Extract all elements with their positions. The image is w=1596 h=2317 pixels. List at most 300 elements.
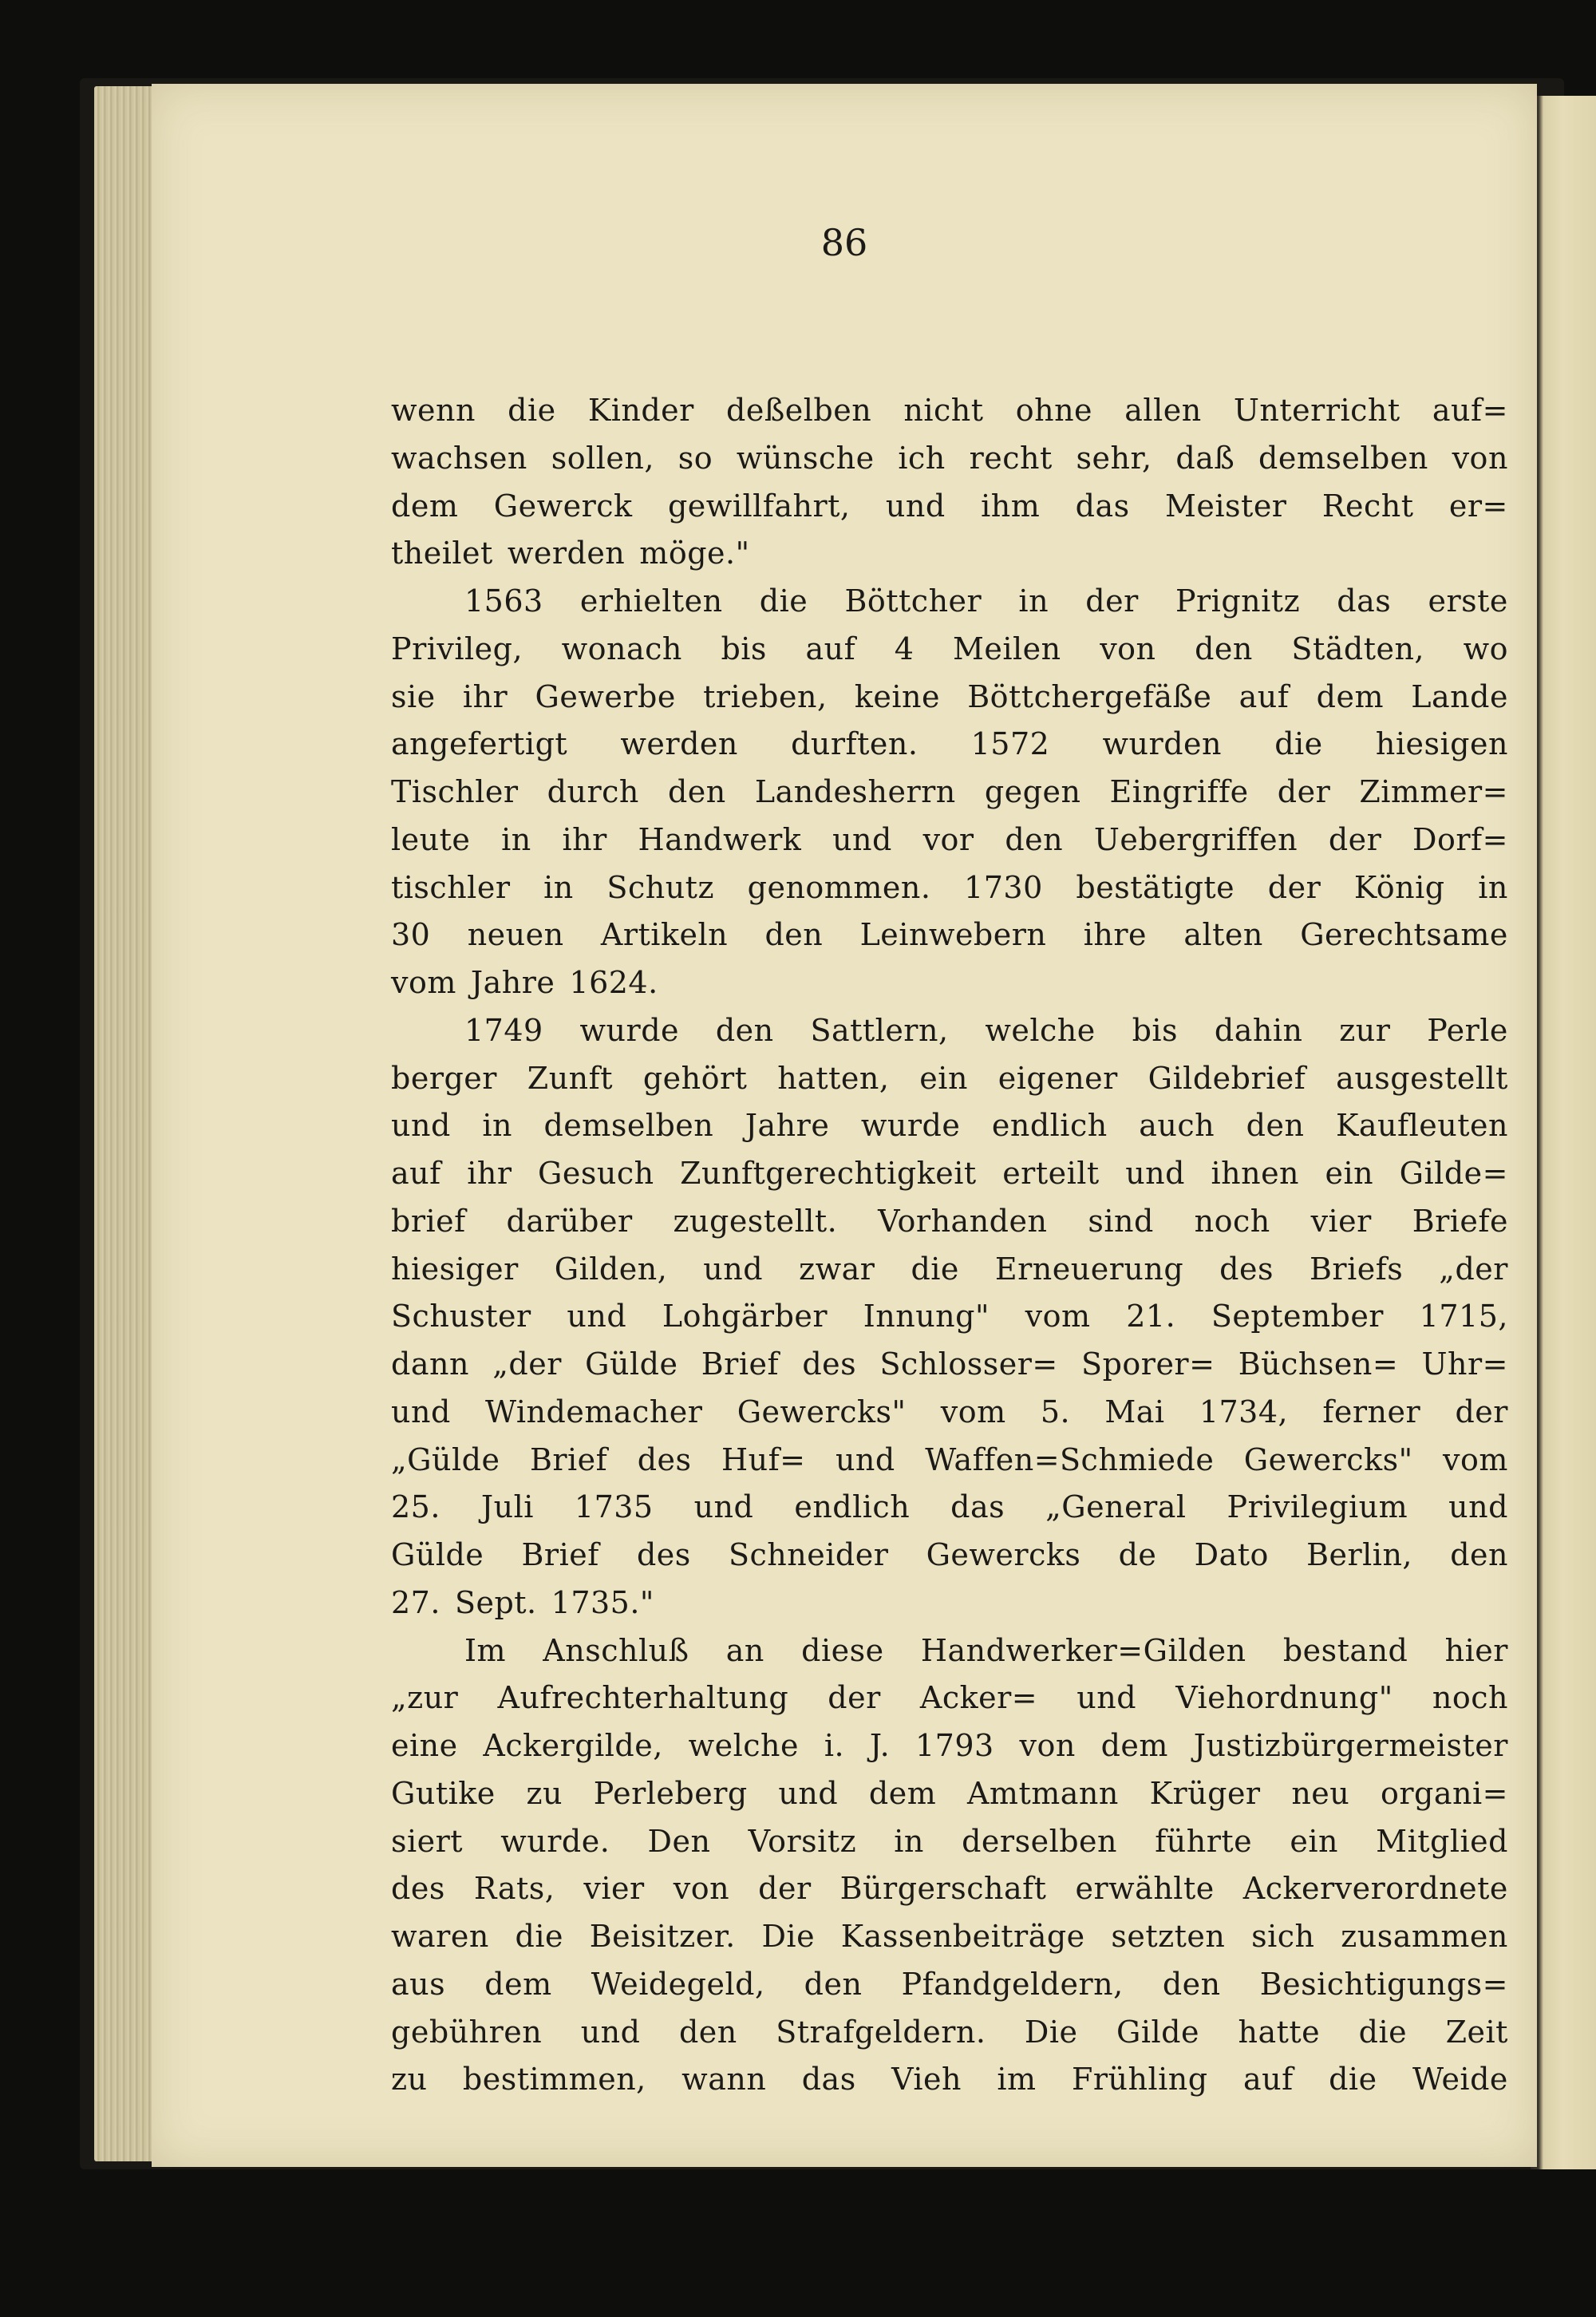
word: Gesuch <box>538 1156 654 1191</box>
word: Brief <box>701 1346 780 1382</box>
word: Gilde= <box>1399 1156 1508 1191</box>
word: Lohgärber <box>662 1299 828 1334</box>
word: durften. <box>791 726 918 762</box>
word: und <box>1077 1680 1137 1716</box>
word: demselben <box>543 1108 714 1144</box>
word: von <box>1100 631 1156 666</box>
word: in <box>1478 869 1508 905</box>
word: an <box>725 1632 764 1668</box>
word: Vieh <box>891 2062 962 2098</box>
text-line <box>391 2009 1508 2057</box>
word: ihm <box>981 488 1041 524</box>
word: organi= <box>1380 1775 1508 1811</box>
word: Kaufleuten <box>1336 1108 1508 1144</box>
word: Frühling <box>1072 2062 1208 2098</box>
word: Jahre <box>470 965 555 1000</box>
body-text <box>391 387 1508 2104</box>
word: auf <box>1238 678 1290 714</box>
text-line <box>391 530 1508 578</box>
word: sie <box>391 678 436 714</box>
word: Gülde <box>585 1346 678 1382</box>
word: ein <box>1325 1156 1374 1191</box>
word: Zunftgerechtigkeit <box>680 1156 977 1191</box>
word: sich <box>1251 1919 1315 1954</box>
word: erhielten <box>579 583 723 619</box>
text-line <box>391 1293 1508 1341</box>
word: dem <box>484 1966 552 2002</box>
text-line <box>391 1532 1508 1580</box>
word: Windemacher <box>485 1394 703 1429</box>
word: vom <box>940 1394 1006 1429</box>
word: Erneuerung <box>994 1251 1184 1287</box>
word: der <box>1328 821 1382 857</box>
text-line <box>391 578 1508 626</box>
text-line <box>391 816 1508 864</box>
word: die <box>1274 726 1323 762</box>
word: wünsche <box>736 440 875 476</box>
word: ohne <box>1015 393 1093 428</box>
word: Huf= <box>721 1441 806 1477</box>
word: in <box>1018 583 1049 619</box>
word: die <box>1329 2062 1377 2098</box>
text-line <box>391 864 1508 912</box>
word: 25. <box>391 1489 440 1525</box>
word: eine <box>391 1728 458 1763</box>
word: von <box>1019 1728 1076 1763</box>
word: auch <box>1139 1108 1215 1144</box>
word: darüber <box>506 1203 633 1239</box>
word: Gewercks" <box>737 1394 907 1429</box>
word: 4 <box>894 631 915 666</box>
word: keine <box>854 678 940 714</box>
word: Schuster <box>391 1299 531 1334</box>
text-line <box>391 1389 1508 1437</box>
word: er= <box>1448 488 1508 524</box>
word: Schneider <box>728 1537 889 1572</box>
word: den <box>678 2014 737 2050</box>
word: bestimmen, <box>462 2062 646 2098</box>
book-page <box>152 84 1537 2167</box>
word: leute <box>391 821 471 857</box>
word: 1624. <box>569 965 658 1000</box>
word: der <box>1277 774 1331 809</box>
word: zwar <box>799 1251 875 1287</box>
word: Handwerker=Gilden <box>920 1632 1246 1668</box>
word: und <box>1125 1156 1185 1191</box>
word: Briefe <box>1412 1203 1508 1239</box>
word: zu <box>391 2062 428 2098</box>
word: Leinwebern <box>859 917 1047 953</box>
word: Berlin, <box>1306 1537 1413 1572</box>
word: auf <box>805 631 856 666</box>
word: Prignitz <box>1175 583 1301 619</box>
word: Acker= <box>919 1680 1038 1716</box>
word: 1572 <box>970 726 1050 762</box>
word: und <box>693 1489 754 1525</box>
word: und <box>567 1299 627 1334</box>
word: Weidegeld, <box>591 1966 765 2002</box>
word: und <box>835 1441 895 1477</box>
word: gegen <box>984 774 1081 809</box>
word: nicht <box>903 393 984 428</box>
word: Den <box>647 1823 711 1859</box>
word: deßelben <box>726 393 872 428</box>
text-line <box>391 1674 1508 1722</box>
page-number: 86 <box>820 221 868 264</box>
word: dem <box>391 488 459 524</box>
word: Artikeln <box>600 917 729 953</box>
word: bestand <box>1282 1632 1408 1668</box>
text-line <box>391 1246 1508 1294</box>
word: berger <box>391 1060 497 1096</box>
word: eigener <box>998 1060 1118 1096</box>
word: Brief <box>521 1537 599 1572</box>
word: und <box>580 2014 641 2050</box>
text-line <box>391 1961 1508 2009</box>
word: erteilt <box>1002 1156 1100 1191</box>
word: sollen, <box>551 440 654 476</box>
word: derselben <box>962 1823 1118 1859</box>
word: ich <box>898 440 946 476</box>
word: Privilegium <box>1227 1489 1408 1525</box>
word: die <box>515 1919 563 1954</box>
word: zu <box>526 1775 563 1811</box>
word: 1735 <box>574 1489 654 1525</box>
word: Dato <box>1194 1537 1269 1572</box>
word: Juli <box>480 1489 534 1525</box>
word: das <box>801 2062 856 2098</box>
word: von <box>673 1871 730 1907</box>
text-line <box>391 1055 1508 1103</box>
word: König <box>1353 869 1445 905</box>
word: des <box>1219 1251 1274 1287</box>
word: 21. <box>1126 1299 1176 1334</box>
word: brief <box>391 1203 466 1239</box>
word: auf <box>1243 2062 1294 2098</box>
word: wo <box>1463 631 1508 666</box>
word: endlich <box>794 1489 911 1525</box>
word: demselben <box>1258 440 1428 476</box>
word: Gülde <box>391 1537 484 1572</box>
word: vom <box>1025 1299 1091 1334</box>
word: 27. <box>391 1584 440 1620</box>
word: werden <box>620 726 738 762</box>
word: wachsen <box>391 440 527 476</box>
word: Justizbürgermeister <box>1193 1728 1508 1763</box>
word: „zur <box>391 1680 459 1716</box>
text-line <box>391 1722 1508 1770</box>
word: Tischler <box>391 774 519 809</box>
word: Sattlern, <box>810 1012 949 1048</box>
word: Böttchergefäße <box>967 678 1212 714</box>
word: möge." <box>639 536 750 571</box>
word: hiesiger <box>391 1251 519 1287</box>
word: Unterricht <box>1233 393 1400 428</box>
word: ferner <box>1322 1394 1421 1429</box>
text-line <box>391 1007 1508 1055</box>
word: den <box>1005 821 1064 857</box>
word: alten <box>1183 917 1263 953</box>
word: Gilden, <box>554 1251 668 1287</box>
word: recht <box>969 440 1053 476</box>
text-line <box>391 674 1508 722</box>
word: 1749 <box>464 1012 543 1048</box>
word: Beisitzer. <box>589 1919 736 1954</box>
word: wonach <box>561 631 682 666</box>
word: Viehordnung" <box>1175 1680 1393 1716</box>
word: wann <box>681 2062 767 2098</box>
word: J. <box>869 1728 891 1763</box>
word: auf= <box>1432 393 1508 428</box>
word: de <box>1118 1537 1157 1572</box>
text-line <box>391 1770 1508 1818</box>
word: die <box>759 583 808 619</box>
word: Gewerck <box>493 488 633 524</box>
word: dem <box>868 1775 937 1811</box>
word: vier <box>583 1871 645 1907</box>
word: den <box>1450 1537 1508 1572</box>
word: Sept. <box>454 1584 537 1620</box>
word: werden <box>507 536 626 571</box>
word: Aufrechterhaltung <box>497 1680 789 1716</box>
text-line <box>391 1627 1508 1675</box>
word: genommen. <box>747 869 931 905</box>
text-line <box>391 1150 1508 1198</box>
word: setzten <box>1111 1919 1226 1954</box>
word: den <box>804 1966 863 2002</box>
word: Meister <box>1165 488 1287 524</box>
word: Uebergriffen <box>1093 821 1298 857</box>
word: „General <box>1045 1489 1187 1525</box>
word: Gilde <box>1116 2014 1199 2050</box>
word: den <box>667 774 726 809</box>
word: Gutike <box>391 1775 496 1811</box>
word: wurde <box>579 1012 680 1048</box>
word: des <box>802 1346 857 1382</box>
word: dann <box>391 1346 469 1382</box>
word: und <box>832 821 892 857</box>
word: September <box>1211 1299 1384 1334</box>
word: und <box>703 1251 764 1287</box>
text-line <box>391 1865 1508 1913</box>
word: Zimmer= <box>1359 774 1508 809</box>
word: durch <box>547 774 639 809</box>
word: hier <box>1444 1632 1508 1668</box>
word: der <box>828 1680 881 1716</box>
word: wurde. <box>500 1823 610 1859</box>
word: Im <box>464 1632 507 1668</box>
word: vier <box>1310 1203 1372 1239</box>
word: so <box>678 440 713 476</box>
word: in <box>482 1108 512 1144</box>
word: Zeit <box>1445 2014 1508 2050</box>
word: trieben, <box>703 678 828 714</box>
text-line <box>391 1102 1508 1150</box>
word: 1730 <box>964 869 1043 905</box>
word: Eingriffe <box>1109 774 1249 809</box>
word: Besichtigungs= <box>1259 1966 1508 2002</box>
word: 1793 <box>915 1728 994 1763</box>
word: Kassenbeiträge <box>840 1919 1085 1954</box>
word: bis <box>721 631 767 666</box>
word: dem <box>1316 678 1384 714</box>
word: des <box>636 1537 691 1572</box>
word: gebühren <box>391 2014 543 2050</box>
text-line <box>391 769 1508 816</box>
word: Gewercks" <box>1243 1441 1413 1477</box>
word: vom <box>391 965 456 1000</box>
word: sehr, <box>1076 440 1152 476</box>
word: Privileg, <box>391 631 523 666</box>
word: waren <box>391 1919 489 1954</box>
word: im <box>997 2062 1037 2098</box>
word: Handwerk <box>638 821 802 857</box>
word: welche <box>688 1728 800 1763</box>
word: 1715, <box>1419 1299 1508 1334</box>
word: Büchsen= <box>1238 1346 1399 1382</box>
word: 30 <box>391 917 431 953</box>
word: angefertigt <box>391 726 568 762</box>
facing-page-edge <box>1531 96 1596 2169</box>
word: Städten, <box>1291 631 1425 666</box>
word: in <box>543 869 574 905</box>
word: Mitglied <box>1376 1823 1508 1859</box>
word: Uhr= <box>1421 1346 1508 1382</box>
word: gewillfahrt, <box>667 488 851 524</box>
word: Innung" <box>863 1299 990 1334</box>
word: Landesherrn <box>754 774 956 809</box>
word: dahin <box>1214 1012 1303 1048</box>
text-line <box>391 1818 1508 1866</box>
word: Pfandgeldern, <box>901 1966 1124 2002</box>
word: ihnen <box>1211 1156 1300 1191</box>
word: zur <box>1339 1012 1391 1048</box>
word: Recht <box>1321 488 1414 524</box>
word: den <box>1246 1108 1305 1144</box>
word: Gewercks <box>926 1537 1081 1572</box>
word: Die <box>1024 2014 1078 2050</box>
word: auf <box>391 1156 441 1191</box>
word: der <box>1455 1394 1508 1429</box>
word: Bürgerschaft <box>839 1871 1047 1907</box>
word: 1734, <box>1199 1394 1289 1429</box>
word: bis <box>1132 1012 1179 1048</box>
word: 1563 <box>464 583 543 619</box>
word: dem <box>1100 1728 1168 1763</box>
word: die <box>508 393 556 428</box>
word: Zunft <box>527 1060 613 1096</box>
word: ihr <box>467 1156 512 1191</box>
word: diese <box>801 1632 884 1668</box>
word: Schlosser= <box>879 1346 1058 1382</box>
word: das <box>950 1489 1005 1525</box>
word: Ackergilde, <box>483 1728 663 1763</box>
word: in <box>894 1823 924 1859</box>
word: erste <box>1428 583 1508 619</box>
text-line <box>391 1341 1508 1389</box>
text-line <box>391 1437 1508 1485</box>
word: bestätigte <box>1076 869 1235 905</box>
word: wurden <box>1102 726 1222 762</box>
text-line <box>391 1198 1508 1246</box>
word: Lande <box>1411 678 1508 714</box>
word: und <box>391 1394 451 1429</box>
word: hiesigen <box>1375 726 1508 762</box>
word: welche <box>985 1012 1096 1048</box>
word: sind <box>1088 1203 1154 1239</box>
word: die <box>911 1251 959 1287</box>
word: den <box>1195 631 1253 666</box>
word: der <box>758 1871 812 1907</box>
word: Brief <box>529 1441 608 1477</box>
word: in <box>501 821 531 857</box>
word: erwählte <box>1075 1871 1215 1907</box>
word: den <box>1162 1966 1221 2002</box>
word: Schutz <box>606 869 714 905</box>
word: und <box>885 488 946 524</box>
word: des <box>637 1441 692 1477</box>
word: den <box>764 917 824 953</box>
text-line <box>391 911 1508 959</box>
word: siert <box>391 1823 464 1859</box>
word: neuen <box>467 917 564 953</box>
word: „Gülde <box>391 1441 500 1477</box>
word: die <box>1358 2014 1408 2050</box>
word: allen <box>1124 393 1202 428</box>
word: hatte <box>1238 2014 1321 2050</box>
word: ein <box>919 1060 968 1096</box>
word: Strafgeldern. <box>776 2014 986 2050</box>
word: der <box>1267 869 1321 905</box>
word: ausgestellt <box>1336 1060 1508 1096</box>
text-line <box>391 626 1508 674</box>
word: ein <box>1290 1823 1338 1859</box>
word: i. <box>824 1728 845 1763</box>
word: noch <box>1432 1680 1508 1716</box>
word: Amtmann <box>966 1775 1119 1811</box>
word: Anschluß <box>543 1632 689 1668</box>
word: Gildebrief <box>1148 1060 1306 1096</box>
word: Briefs <box>1310 1251 1404 1287</box>
word: der <box>1085 583 1139 619</box>
word: Waffen=Schmiede <box>925 1441 1215 1477</box>
word: Rats, <box>473 1871 555 1907</box>
word: „der <box>1439 1251 1508 1287</box>
word: Sporer= <box>1081 1346 1215 1382</box>
word: noch <box>1194 1203 1270 1239</box>
text-line <box>391 483 1508 531</box>
text-line <box>391 1913 1508 1961</box>
text-line <box>391 1484 1508 1532</box>
text-line <box>391 959 1508 1007</box>
word: hatten, <box>777 1060 890 1096</box>
word: tischler <box>391 869 511 905</box>
word: ihre <box>1083 917 1147 953</box>
word: zusammen <box>1341 1919 1508 1954</box>
word: Ackerverordnete <box>1242 1871 1508 1907</box>
word: Krüger <box>1149 1775 1261 1811</box>
word: Meilen <box>952 631 1061 666</box>
word: Gewerbe <box>535 678 676 714</box>
word: von <box>1452 440 1508 476</box>
word: 5. <box>1040 1394 1071 1429</box>
word: ihr <box>562 821 607 857</box>
word: Dorf= <box>1412 821 1508 857</box>
word: endlich <box>991 1108 1108 1144</box>
word: wenn <box>391 393 476 428</box>
word: Perleberg <box>593 1775 748 1811</box>
word: wurde <box>860 1108 961 1144</box>
